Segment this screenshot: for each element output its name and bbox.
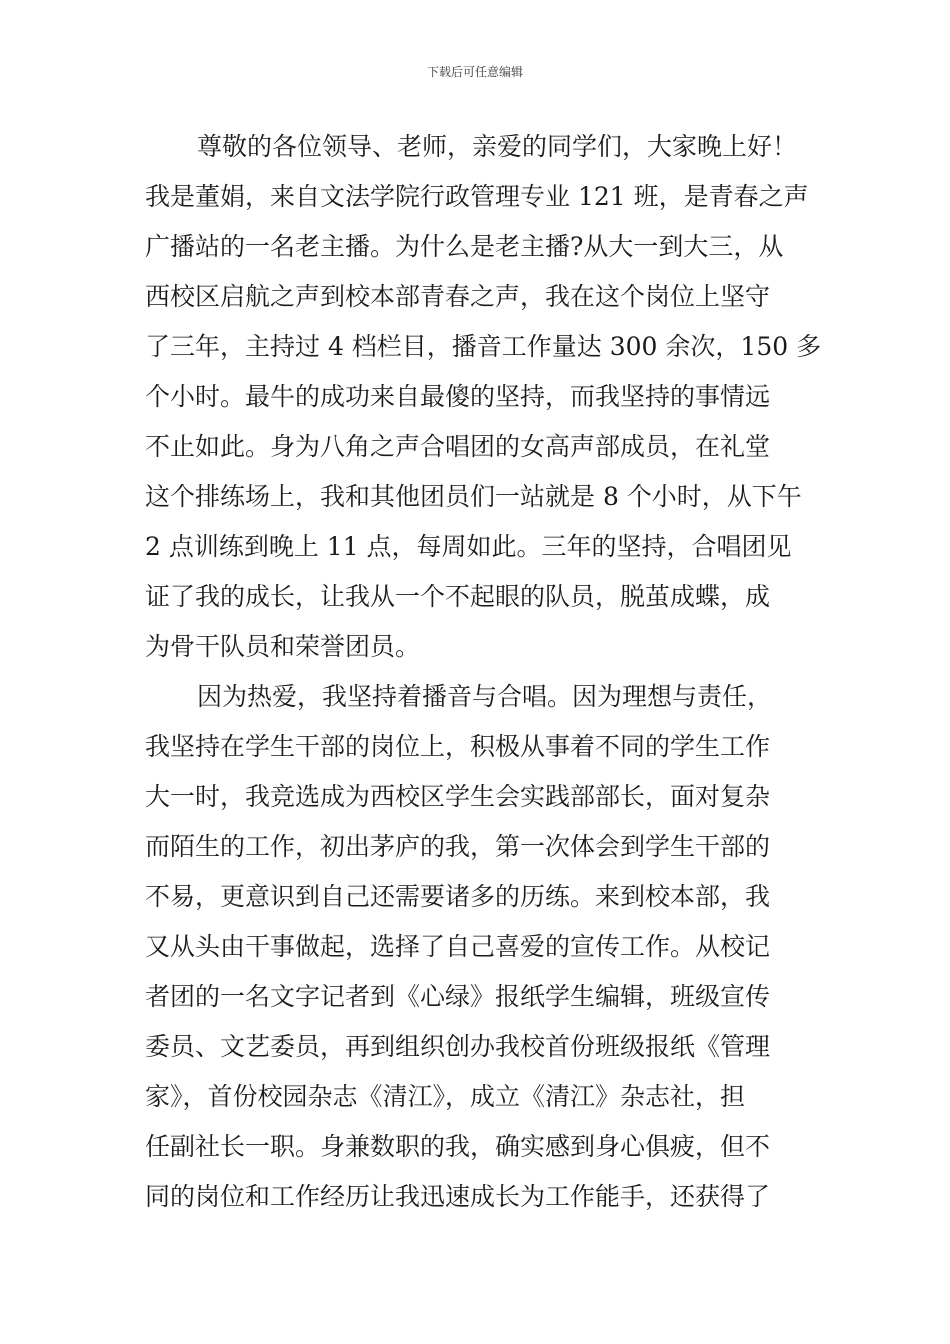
text-line: 为骨干队员和荣誉团员。	[145, 632, 421, 661]
text-line: 者团的一名文字记者到《心绿》报纸学生编辑，班级宣传	[145, 982, 771, 1011]
body-text	[145, 122, 822, 1222]
text-line: 而陌生的工作，初出茅庐的我，第一次体会到学生干部的	[145, 832, 771, 861]
text-line: 尊敬的各位领导、老师，亲爱的同学们，大家晚上好！	[197, 132, 798, 161]
text-line: 证了我的成长，让我从一个不起眼的队员，脱茧成蝶，成	[145, 582, 771, 611]
text-line: 任副社长一职。身兼数职的我，确实感到身心俱疲，但不	[145, 1132, 771, 1161]
text-line: 同的岗位和工作经历让我迅速成长为工作能手，还获得了	[145, 1182, 771, 1211]
text-line: 个小时。最牛的成功来自最傻的坚持，而我坚持的事情远	[145, 382, 771, 411]
text-line: 广播站的一名老主播。为什么是老主播?从大一到大三，从	[145, 232, 784, 261]
text-line: 这个排练场上，我和其他团员们一站就是 8 个小时，从下午	[145, 482, 802, 511]
text-line: 因为热爱，我坚持着播音与合唱。因为理想与责任，	[197, 682, 773, 711]
text-line: 了三年，主持过 4 档栏目，播音工作量达 300 余次，150 多	[145, 332, 822, 361]
text-line: 又从头由干事做起，选择了自己喜爱的宣传工作。从校记	[145, 932, 771, 961]
header-note: 下载后可任意编辑	[426, 65, 523, 79]
text-line: 不止如此。身为八角之声合唱团的女高声部成员，在礼堂	[145, 432, 771, 461]
text-line: 我坚持在学生干部的岗位上，积极从事着不同的学生工作	[145, 732, 771, 761]
text-line: 我是董娟，来自文法学院行政管理专业 121 班，是青春之声	[145, 182, 809, 211]
text-line: 委员、文艺委员，再到组织创办我校首份班级报纸《管理	[145, 1032, 771, 1061]
paragraph-2	[145, 672, 811, 1222]
text-line: 西校区启航之声到校本部青春之声，我在这个岗位上坚守	[145, 282, 771, 311]
text-line: 不易，更意识到自己还需要诸多的历练。来到校本部，我	[145, 882, 771, 911]
paragraph-1	[145, 122, 822, 672]
text-line: 2 点训练到晚上 11 点，每周如此。三年的坚持，合唱团见	[145, 532, 792, 561]
text-line: 大一时，我竞选成为西校区学生会实践部部长，面对复杂	[145, 782, 771, 811]
text-line: 家》，首份校园杂志《清江》，成立《清江》杂志社，担	[145, 1082, 746, 1111]
